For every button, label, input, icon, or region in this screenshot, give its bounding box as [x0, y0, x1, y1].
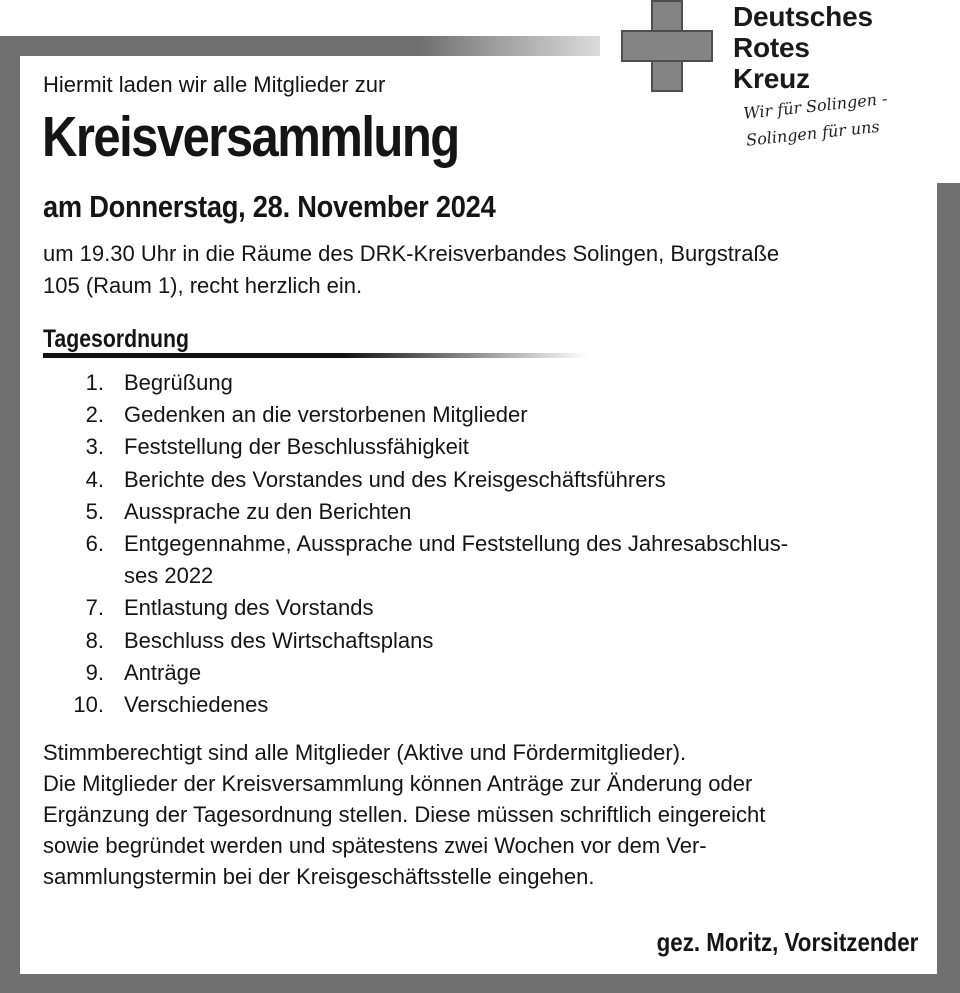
page-title: Kreisversammlung	[42, 105, 459, 169]
heading-underline	[43, 353, 588, 358]
agenda-item	[60, 399, 920, 431]
agenda-text: Feststellung der Beschlussfähigkeit	[124, 434, 469, 460]
org-line: Deutsches	[733, 1, 873, 32]
frame-bottom-bar	[0, 974, 960, 993]
slogan-line: Wir für Solingen -	[742, 88, 889, 123]
paragraph-line: Stimmberechtigt sind alle Mitglieder (Aktive und Fördermitglieder).	[43, 740, 687, 765]
agenda-text: Beschluss des Wirtschaftsplans	[124, 627, 434, 653]
agenda-item	[60, 431, 920, 463]
frame-top-bar	[0, 36, 600, 56]
agenda-number: 9.	[85, 659, 104, 685]
slogan-line: Solingen für uns	[745, 116, 881, 150]
agenda-number: 1.	[85, 370, 104, 395]
organization-name	[733, 1, 873, 94]
agenda-number: 10.	[73, 692, 104, 718]
intro-text: Hiermit laden wir alle Mitglieder zur	[43, 72, 386, 97]
paragraph-line: Die Mitglieder der Kreisversammlung können Anträge zur Änderung oder	[43, 771, 753, 796]
paragraph-line: sammlungstermin bei der Kreisgeschäftsstelle eingehen.	[43, 864, 595, 889]
agenda-number: 8.	[85, 627, 104, 653]
agenda-item	[60, 625, 920, 657]
agenda-number: 6.	[85, 531, 104, 557]
frame-left-bar	[0, 36, 20, 993]
org-line: Kreuz	[733, 63, 810, 94]
agenda-text: Aussprache zu den Berichten	[124, 498, 412, 524]
red-cross-logo-icon	[621, 0, 713, 92]
agenda-text: Gedenken an die verstorbenen Mitglieder	[124, 402, 528, 428]
signature: gez. Moritz, Vorsitzender	[656, 927, 918, 957]
agenda-number: 5.	[85, 498, 104, 524]
agenda-text: Entgegennahme, Aussprache und Feststellung des Jahresabschlus-	[124, 531, 789, 557]
agenda-text: ses 2022	[124, 563, 214, 589]
agenda-item	[60, 689, 920, 721]
agenda-item	[60, 592, 920, 624]
invitation-paragraph	[43, 238, 923, 302]
agenda-number: 4.	[85, 466, 104, 492]
agenda-item	[60, 528, 920, 592]
agenda-number: 7.	[85, 595, 104, 621]
agenda-item	[60, 496, 920, 528]
closing-paragraph	[43, 737, 923, 892]
agenda-text: Entlastung des Vorstands	[124, 595, 374, 621]
frame-right-bar	[937, 183, 960, 993]
agenda-item	[60, 367, 920, 399]
meeting-date: am Donnerstag, 28. November 2024	[43, 189, 496, 224]
agenda-text: Begrüßung	[124, 370, 233, 395]
agenda-list	[60, 367, 920, 721]
agenda-text: Verschiedenes	[124, 692, 269, 718]
agenda-number: 2.	[85, 402, 104, 428]
agenda-text: Berichte des Vorstandes und des Kreisgeschäftsführers	[124, 466, 666, 492]
agenda-item	[60, 657, 920, 689]
org-line: Rotes	[733, 32, 810, 63]
agenda-heading: Tagesordnung	[43, 325, 190, 353]
paragraph-line: sowie begründet werden und spätestens zwei Wochen vor dem Ver-	[43, 833, 707, 858]
paragraph-line: Ergänzung der Tagesordnung stellen. Diese müssen schriftlich eingereicht	[43, 802, 766, 827]
paragraph-line: um 19.30 Uhr in die Räume des DRK-Kreisverbandes Solingen, Burgstraße	[43, 241, 780, 266]
agenda-item	[60, 464, 920, 496]
agenda-number: 3.	[85, 434, 104, 460]
agenda-text: Anträge	[124, 659, 202, 685]
paragraph-line: 105 (Raum 1), recht herzlich ein.	[43, 273, 363, 298]
